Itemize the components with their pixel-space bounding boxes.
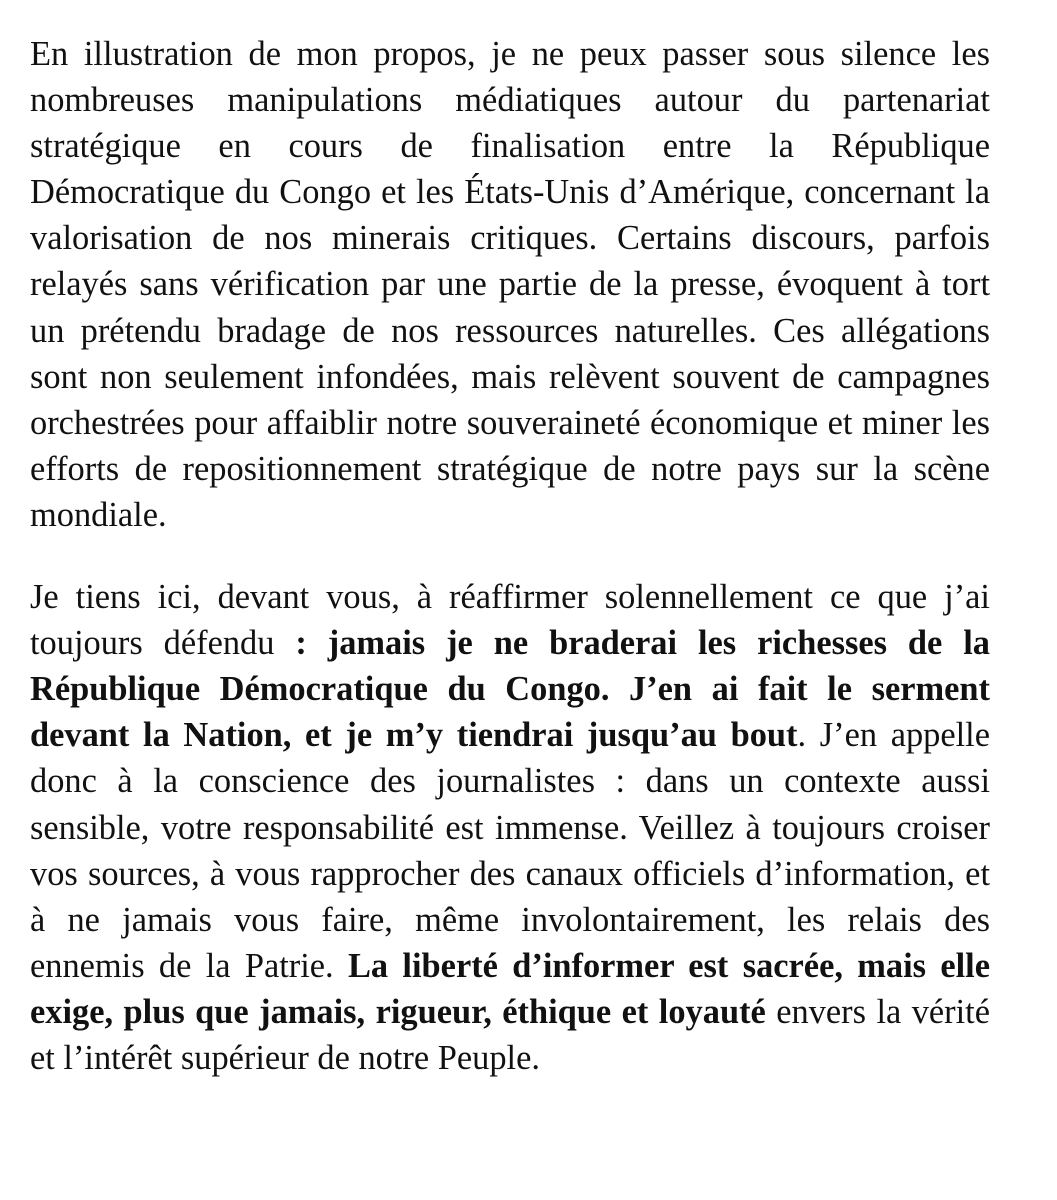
appeal-text: . J’en appelle donc à la conscience des journalistes : dans un contexte aussi sensible, votre responsabilité est immense. Veillez à toujours croiser vos sources, à vous rapprocher des canaux officiels d’information, et à ne jamais vous faire, même involontairement, les relais des ennemis de la Patrie. [30, 716, 990, 985]
paragraph-media-manipulation: En illustration de mon propos, je ne peux passer sous silence les nombreuses manipulations médiatiques autour du partenariat stratégique en cours de finalisation entre la République Démocratique du Congo et les États-Unis d’Amérique, concernant la valorisation de nos minerais critiques. Certains discours, parfois relayés sans vérification par une partie de la presse, évoquent à tort un prétendu bradage de nos ressources naturelles. Ces allégations sont non seulement infondées, mais relèvent souvent de campagnes orchestrées pour affaiblir notre souveraineté économique et miner les efforts de repositionnement stratégique de notre pays sur la scène mondiale. [30, 35, 990, 534]
paragraph-intro-text: Je tiens ici, devant vous, à réaffirmer solennellement ce que j’ai toujours défendu [30, 578, 990, 663]
freedom-bold-text: La liberté d’informer est sacrée, mais elle exige, plus que jamais, rigueur, éthique et loyauté [30, 946, 990, 1031]
paragraph-journalists-appeal [30, 574, 990, 1081]
pledge-bold-text: : jamais je ne braderai les richesses de la République Démocratique du Congo. J’en ai fait le serment devant la Nation, et je m’y tiendrai jusqu’au bout [30, 624, 991, 755]
document-page [30, 31, 990, 1081]
closing-text: envers la vérité et l’intérêt supérieur de notre Peuple. [30, 992, 990, 1077]
